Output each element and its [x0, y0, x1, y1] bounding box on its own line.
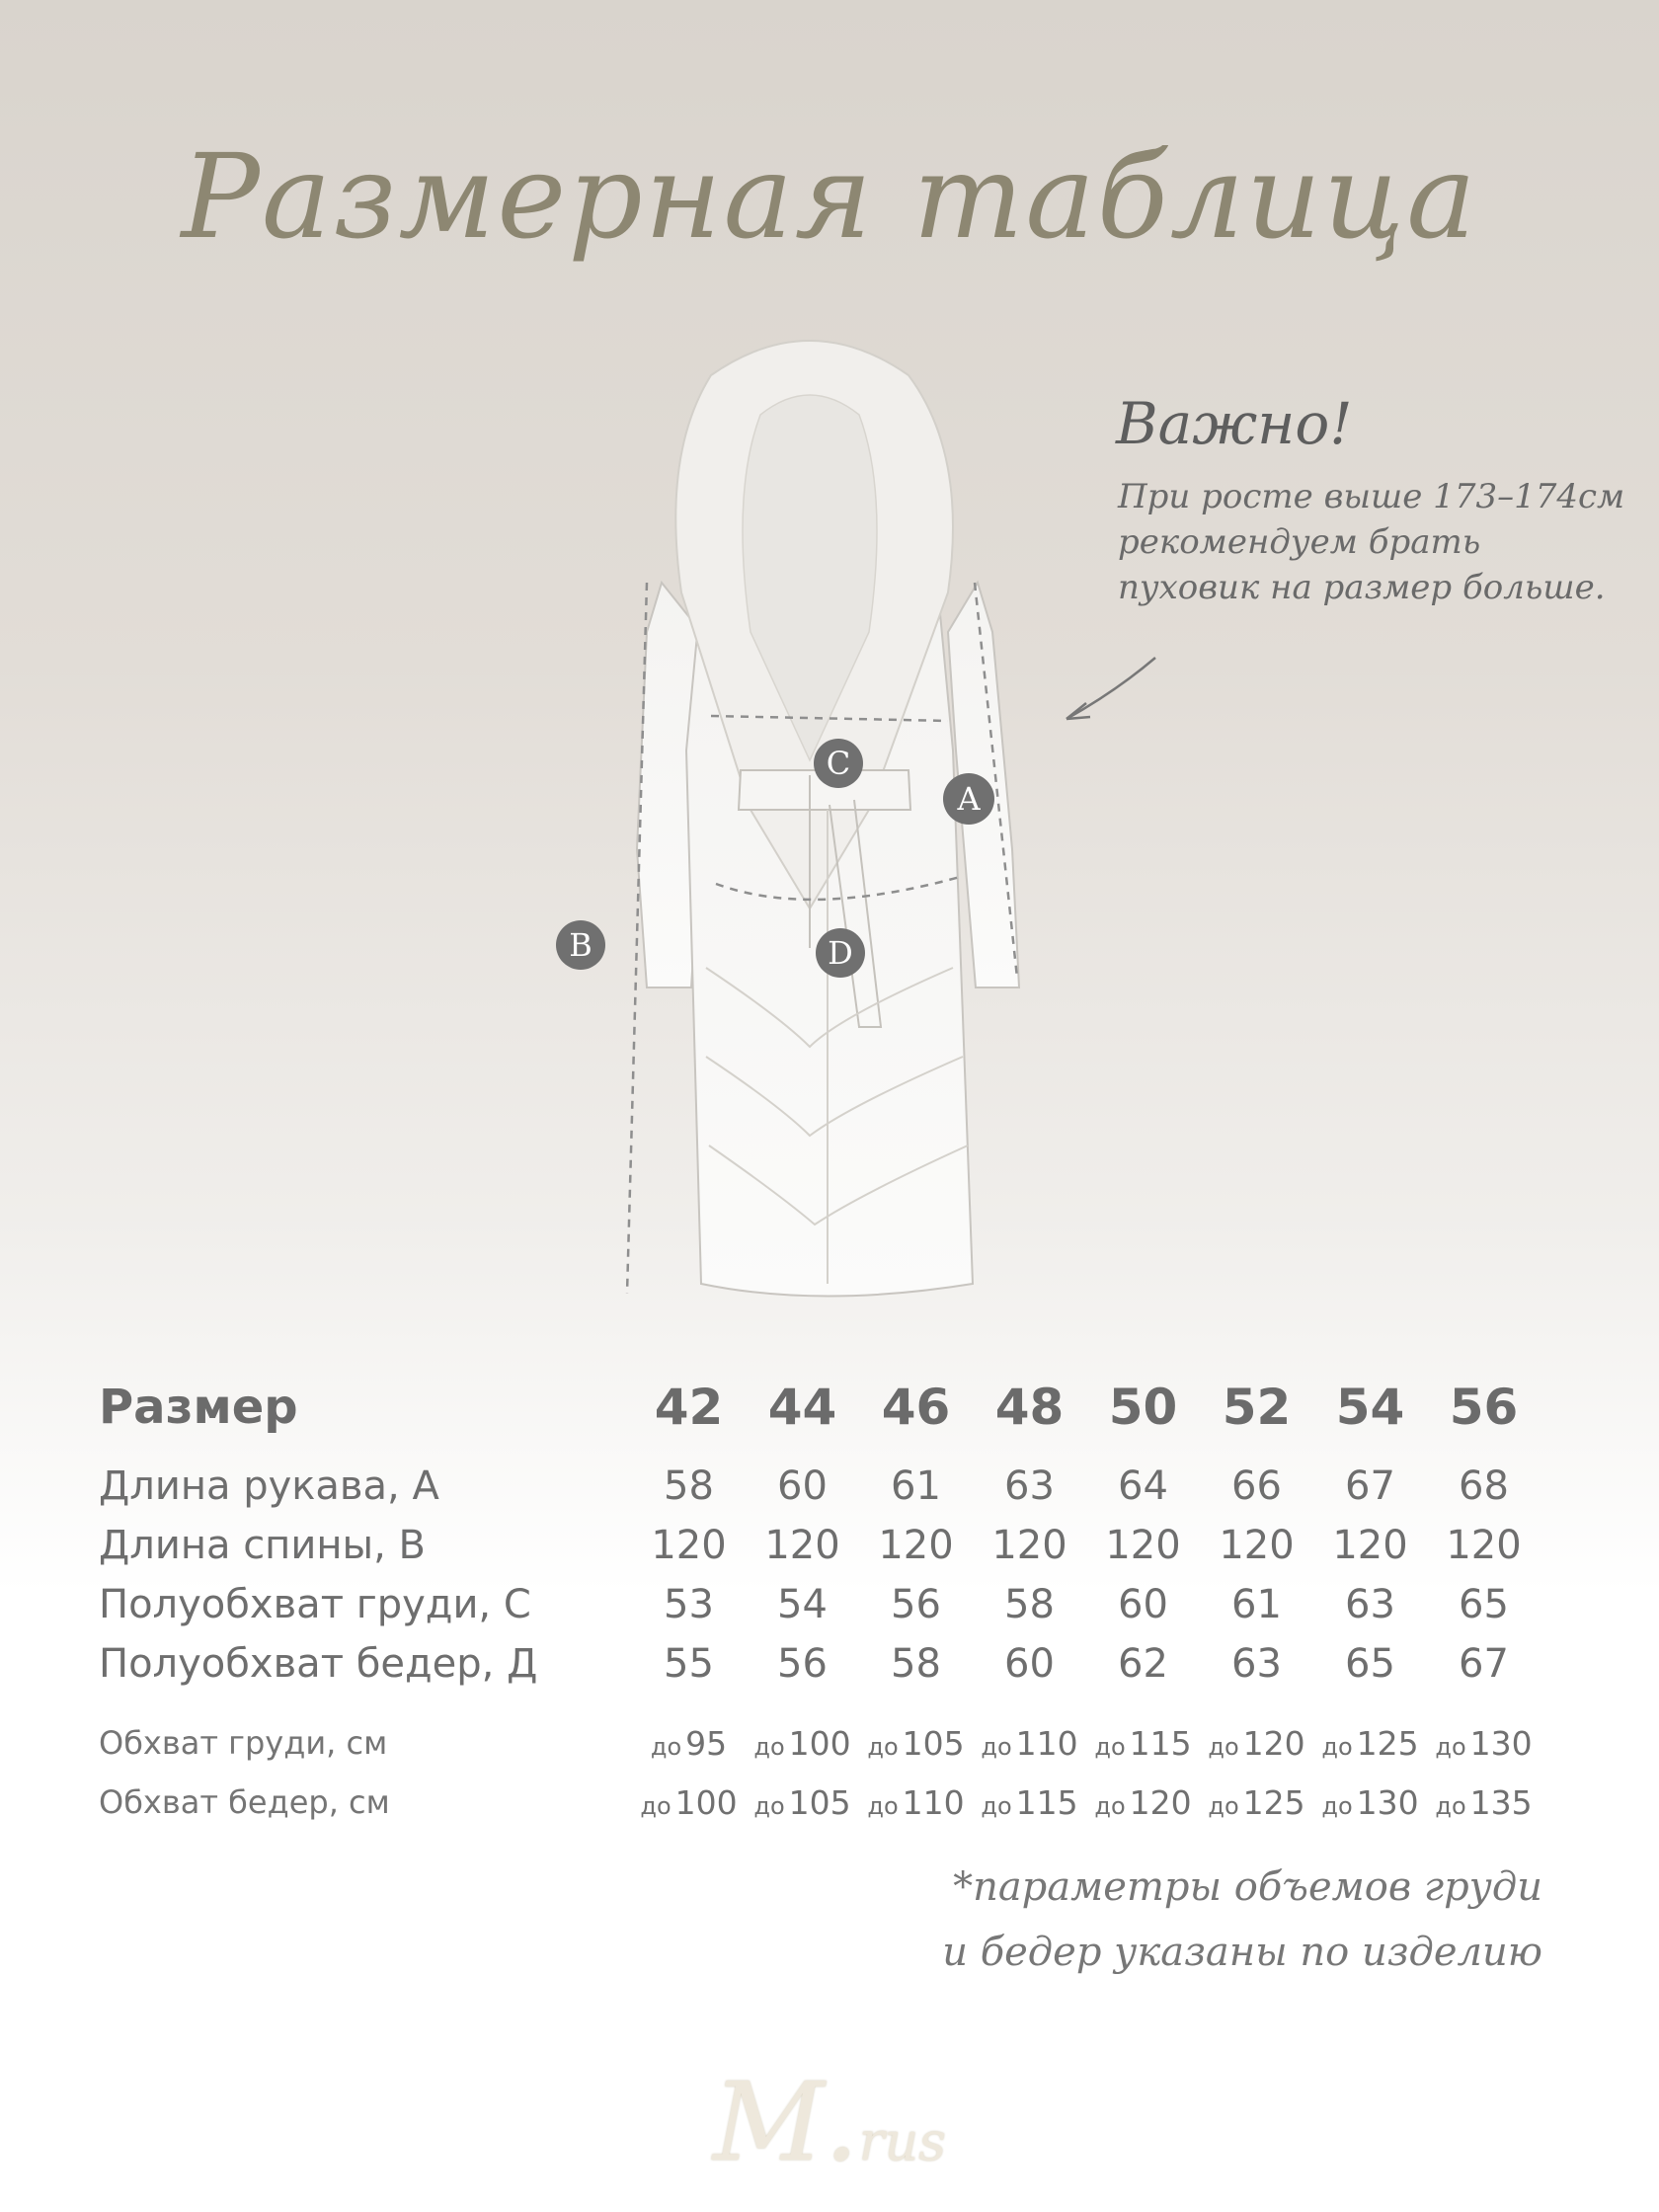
- cell: 60: [777, 1463, 828, 1509]
- prefix: до: [1208, 1791, 1239, 1820]
- row-label: Длина спины, В: [99, 1523, 426, 1568]
- cell-value: 130: [1356, 1782, 1419, 1822]
- cell: 56: [891, 1582, 941, 1627]
- note-arrow: [1057, 652, 1165, 731]
- row-label: Обхват груди, см: [99, 1724, 388, 1762]
- cell: 120: [1219, 1523, 1295, 1568]
- size-col: 44: [767, 1379, 837, 1436]
- cell: [746, 1713, 859, 1773]
- prefix: до: [650, 1732, 682, 1761]
- row-label: Полуобхват бедер, Д: [99, 1641, 538, 1687]
- cell: 61: [891, 1463, 941, 1509]
- cell: 65: [1459, 1582, 1509, 1627]
- size-col: 48: [994, 1379, 1065, 1436]
- cell: [1427, 1773, 1540, 1832]
- prefix: до: [1321, 1791, 1353, 1820]
- size-col: 46: [881, 1379, 951, 1436]
- cell: 58: [1004, 1582, 1055, 1627]
- table-row: [99, 1773, 1540, 1832]
- marker-a: A: [943, 773, 994, 825]
- cell-value: 110: [902, 1782, 965, 1822]
- prefix: до: [1435, 1732, 1466, 1761]
- cell: 61: [1231, 1582, 1282, 1627]
- cell: 63: [1004, 1463, 1055, 1509]
- prefix: до: [981, 1732, 1012, 1761]
- cell: 66: [1231, 1463, 1282, 1509]
- row-label: Обхват бедер, см: [99, 1783, 390, 1821]
- table-spacer: [99, 1694, 1540, 1713]
- prefix: до: [1094, 1732, 1126, 1761]
- size-table: [99, 1358, 1540, 1832]
- footnote-line-1: *параметры объемов груди: [953, 1864, 1542, 1910]
- marker-d: D: [816, 928, 865, 978]
- brand-logo: [0, 2059, 1659, 2185]
- cell: [1086, 1713, 1200, 1773]
- cell: 120: [991, 1523, 1067, 1568]
- prefix: до: [1321, 1732, 1353, 1761]
- cell-value: 125: [1356, 1723, 1419, 1763]
- row-label: Длина рукава, А: [99, 1463, 439, 1509]
- cell: 68: [1459, 1463, 1509, 1509]
- cell-value: 120: [1242, 1723, 1305, 1763]
- prefix: до: [867, 1732, 899, 1761]
- prefix: до: [1094, 1791, 1126, 1820]
- cell: 120: [878, 1523, 954, 1568]
- cell-value: 120: [1129, 1782, 1192, 1822]
- table-header-row: [99, 1358, 1540, 1457]
- header-label: Размер: [99, 1380, 298, 1435]
- marker-b: B: [556, 920, 605, 970]
- footnote-line-2: и бедер указаны по изделию: [942, 1930, 1542, 1975]
- size-col: 54: [1335, 1379, 1405, 1436]
- size-col: 42: [654, 1379, 724, 1436]
- size-col: 50: [1108, 1379, 1178, 1436]
- cell: 120: [764, 1523, 840, 1568]
- cell-value: 100: [788, 1723, 851, 1763]
- cell: 62: [1118, 1641, 1168, 1687]
- cell: 120: [651, 1523, 727, 1568]
- cell: [746, 1773, 859, 1832]
- cell-value: 95: [685, 1723, 728, 1763]
- logo-small: rus: [858, 2110, 946, 2172]
- cell-value: 115: [1015, 1782, 1078, 1822]
- footnote: [942, 1855, 1542, 1985]
- cell: 58: [664, 1463, 714, 1509]
- cell-value: 110: [1015, 1723, 1078, 1763]
- cell: [1313, 1773, 1427, 1832]
- cell: 60: [1004, 1641, 1055, 1687]
- cell: 63: [1231, 1641, 1282, 1687]
- cell: [1086, 1773, 1200, 1832]
- cell-value: 100: [674, 1782, 738, 1822]
- prefix: до: [981, 1791, 1012, 1820]
- cell: [973, 1713, 1086, 1773]
- cell: [859, 1773, 973, 1832]
- table-row: [99, 1575, 1540, 1634]
- table-row: [99, 1516, 1540, 1575]
- prefix: до: [1435, 1791, 1466, 1820]
- size-col: 56: [1449, 1379, 1519, 1436]
- cell-value: 125: [1242, 1782, 1305, 1822]
- size-col: 52: [1222, 1379, 1292, 1436]
- cell-value: 105: [788, 1782, 851, 1822]
- prefix: до: [640, 1791, 672, 1820]
- table-row: [99, 1457, 1540, 1516]
- cell: [1313, 1713, 1427, 1773]
- cell-value: 135: [1469, 1782, 1533, 1822]
- cell: 56: [777, 1641, 828, 1687]
- logo-main: M.: [713, 2059, 859, 2185]
- cell: [632, 1713, 746, 1773]
- cell-value: 115: [1129, 1723, 1192, 1763]
- prefix: до: [753, 1791, 785, 1820]
- cell: 120: [1105, 1523, 1181, 1568]
- cell: 64: [1118, 1463, 1168, 1509]
- cell: 60: [1118, 1582, 1168, 1627]
- prefix: до: [1208, 1732, 1239, 1761]
- row-label: Полуобхват груди, С: [99, 1582, 531, 1627]
- cell: 54: [777, 1582, 828, 1627]
- table-row: [99, 1634, 1540, 1694]
- cell: 67: [1345, 1463, 1395, 1509]
- cell: 120: [1446, 1523, 1522, 1568]
- cell: 120: [1332, 1523, 1408, 1568]
- coat-illustration: [514, 336, 1106, 1323]
- cell-value: 130: [1469, 1723, 1533, 1763]
- cell-value: 105: [902, 1723, 965, 1763]
- prefix: до: [867, 1791, 899, 1820]
- table-row: [99, 1713, 1540, 1773]
- page-title: Размерная таблица: [181, 128, 1478, 265]
- important-note-text: При росте выше 173–174см рекомендуем брать пуховик на размер больше.: [1118, 477, 1625, 607]
- cell: 53: [664, 1582, 714, 1627]
- marker-c: C: [814, 739, 863, 788]
- cell: [632, 1773, 746, 1832]
- cell: 63: [1345, 1582, 1395, 1627]
- cell: 67: [1459, 1641, 1509, 1687]
- cell: [1200, 1713, 1313, 1773]
- cell: [859, 1713, 973, 1773]
- important-note-heading: Важно!: [1116, 390, 1353, 457]
- prefix: до: [753, 1732, 785, 1761]
- cell: [1427, 1713, 1540, 1773]
- cell: [973, 1773, 1086, 1832]
- cell: 55: [664, 1641, 714, 1687]
- cell: 65: [1345, 1641, 1395, 1687]
- cell: 58: [891, 1641, 941, 1687]
- cell: [1200, 1773, 1313, 1832]
